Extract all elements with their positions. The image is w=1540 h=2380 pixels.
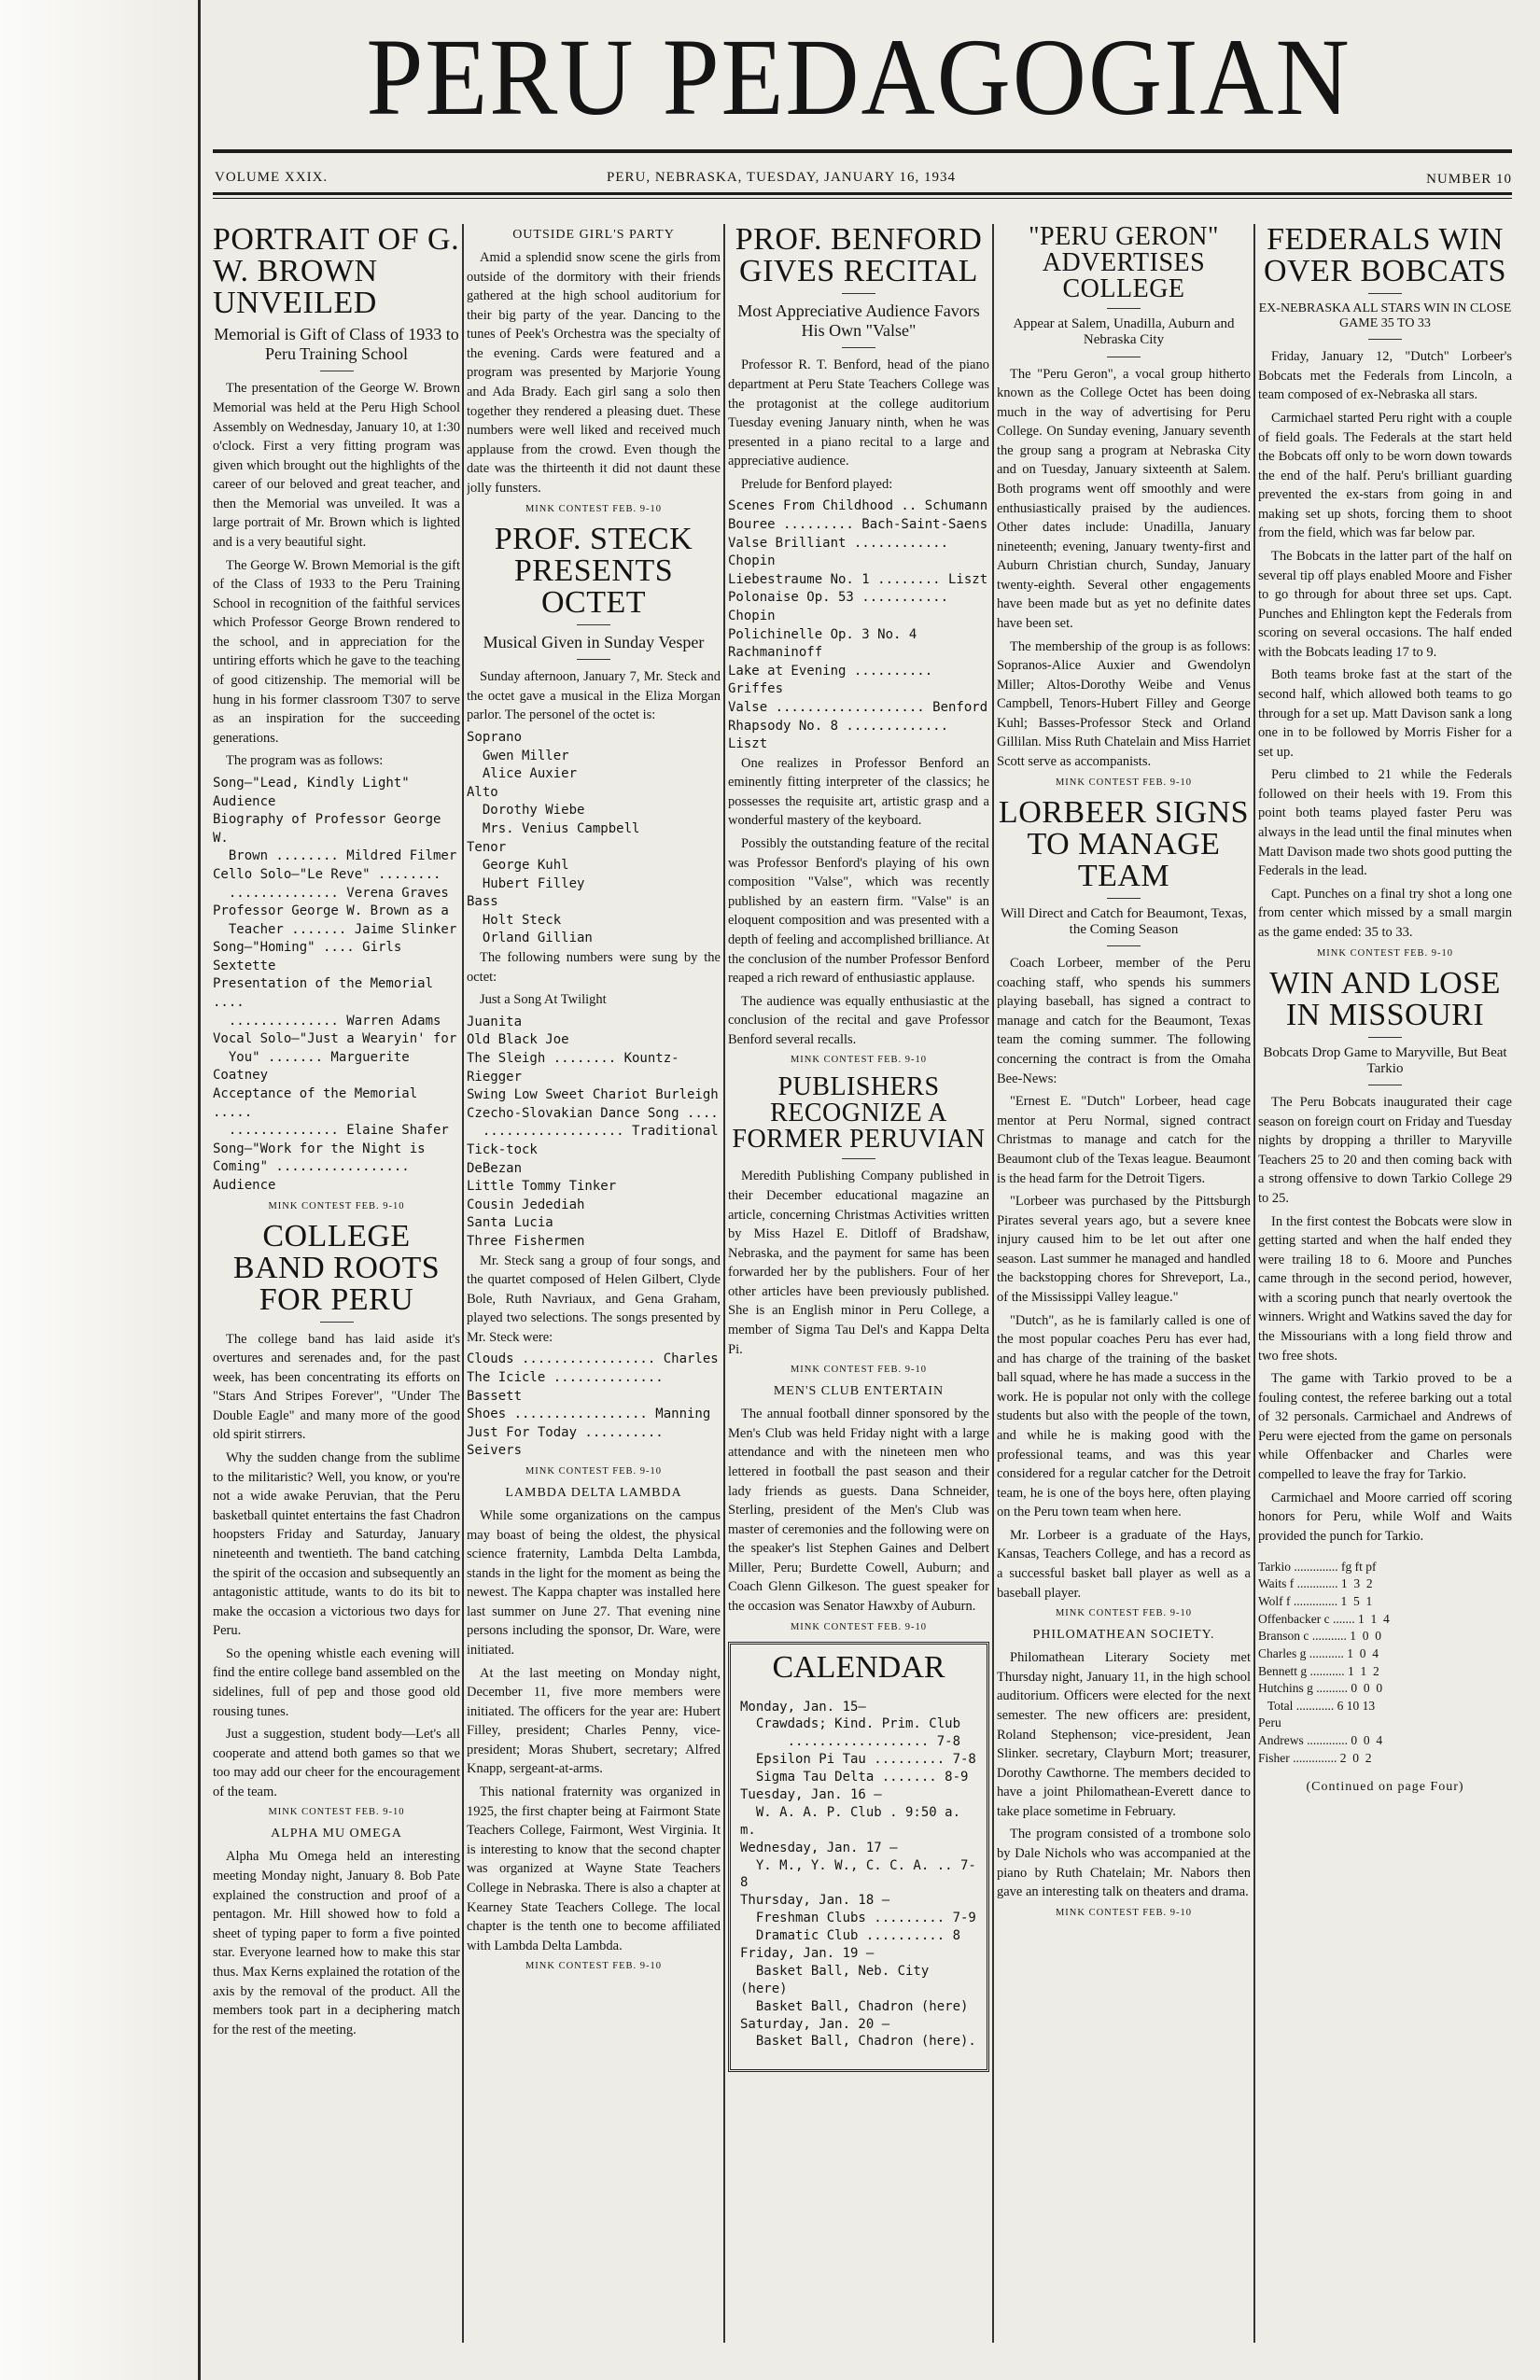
date-label: PERU, NEBRASKA, TUESDAY, JANUARY 16, 1934 (607, 170, 956, 185)
dateline (215, 164, 1512, 189)
calendar-title: CALENDAR (772, 1649, 945, 1685)
masthead (205, 21, 1512, 134)
column-2 (467, 224, 721, 2343)
article-paragraph: The college band has laid aside it's overtures and serenades and, for the past week, has been concentrating its efforts on "Stars And Stripes Forever", "Under The Double Eagle" and many more of the good old spirit stirrers. (213, 1331, 460, 1443)
headline-benford-recital: PROF. BENFORD GIVES RECITAL (735, 224, 983, 288)
binding-edge (198, 0, 201, 2380)
article-paragraph: While some organizations on the campus may boast of being the oldest, the physical science fraternity, Lambda Delta Lambda, stands in the light for the moment as being the newest. The Kappa chapter was installed here last summer on June 27. That evening nine persons including the sponsor, Dr. Ware, were initiated. (467, 1507, 721, 1659)
headline-college-band: COLLEGE BAND ROOTS FOR PERU (232, 1218, 441, 1317)
article-paragraph: Coach Lorbeer, member of the Peru coaching staff, who spends his summers playing baseball, has signed a contract to manage and catch for the Beaumont, Texas team the coming summer. The following concerning the contract is from the Omaha Bee-News: (997, 956, 1251, 1086)
article-paragraph: Just a Song At Twilight (480, 992, 607, 1008)
divider-dash (842, 293, 875, 294)
continued-notice: (Continued on page Four) (1306, 1779, 1464, 1794)
article-paragraph: Prelude for Benford played: (741, 476, 893, 492)
masthead-rule-top (213, 149, 1512, 153)
contest-notice: MINK CONTEST FEB. 9-10 (790, 1055, 928, 1066)
column-divider (1253, 224, 1255, 2343)
article-paragraph: The membership of the group is as follows: Sopranos-Alice Auxier and Gwendolyn Miller; Altos-Dorothy Weibe and Venus Campbell, Tenors-Hubert Filley and George Kuhl; Basses-Professor Steck and Orland Gillilan. Miss Ruth Chatelain and Miss Harriet Scott serve as accompanists. (997, 638, 1251, 770)
column-divider (992, 224, 994, 2343)
article-paragraph: Peru climbed to 21 while the Federals followed on their heels with 19. From this point both teams played faster Peru was always in the lead until the final minutes when Matt Davison made two shots good putting the Federals in the lead. (1258, 767, 1512, 879)
article-paragraph: Philomathean Literary Society met Thursday night, January 11, in the high school auditorium. Officers were elected for the next semester. The new officers are: president, Roland Stephenson; vice-president, Jean Slinker. secretary, Clayburn Mort; treasurer, Dorothy Cawthorne. The members decided to have a joint Philomathean-Everett dance to take place sometime in February. (997, 1650, 1251, 1819)
article-paragraph: The annual football dinner sponsored by the Men's Club was held Friday night with a large attendance and with the nineteen men who lettered in football the past season and their lady friends as guests. Dana Schneider, Sterling, president of the Men's Club was master of ceremonies and the following were on the speaker's list Stephen Gaines and Delbert Miller, Peru; Burdette Cowell, Auburn; and Coach Glenn Gilkeson. The guest speaker for the occasion was Senator Hawxby of Auburn. (728, 1407, 989, 1614)
masthead-rule-thin (213, 198, 1512, 199)
deck-federals: EX-NEBRASKA ALL STARS WIN IN CLOSE GAME 35 TO 33 (1258, 301, 1512, 331)
divider-dash (1107, 308, 1141, 309)
article-paragraph: Professor R. T. Benford, head of the piano department at Peru State Teachers College was the protagonist at the college auditorium Tuesday evening January ninth, when he was presented in a piano recital to a large and appreciative audience. (728, 357, 989, 469)
headline-lambda-delta-lambda: LAMBDA DELTA LAMBDA (505, 1485, 682, 1500)
recital-program: Scenes From Childhood .. Schumann Bouree ......... Bach-Saint-Saens Valse Brilliant ............ Chopin Liebestraume No. 1 ........ Liszt Polonaise Op. 53 ........... Chopin Polichinelle Op. 3 No. 4 Rachmaninoff Lake at Evening .......... Griffes Valse ................... Benford Rhapsody No. 8 ............. Liszt (728, 498, 988, 752)
divider-dash (320, 1322, 354, 1323)
contest-notice: MINK CONTEST FEB. 9-10 (268, 1807, 405, 1818)
contest-notice: MINK CONTEST FEB. 9-10 (268, 1200, 405, 1211)
article-paragraph: Meredith Publishing Company published in their December educational magazine an article, concerning Christmas Activities written by Miss Hazel E. Ditloff of Bradshaw, Nebraska, and the payment for same has been forwarded her by the publishers. Four of her other articles have been previously published. She is an English minor in Peru College, a member of Sigma Tau Del's and Kappa Delta Pi. (728, 1169, 989, 1357)
article-paragraph: "Lorbeer was purchased by the Pittsburgh Pirates several years ago, but a severe knee injury caused him to be let out after one season. Last summer he managed and handled the backstopping chores for Shreveport, La., of the Mississippi Valley league." (997, 1194, 1251, 1305)
scan-margin (0, 0, 196, 2380)
headline-publishers: PUBLISHERS RECOGNIZE A FORMER PERUVIAN (732, 1072, 986, 1155)
article-paragraph: The "Peru Geron", a vocal group hitherto known as the College Octet has been doing much in the way of advertising for Peru College. On Sunday evening, January seventh the group sang a program at Nebraska City and on Tuesday, January sixteenth at Salem. Both programs went off smoothly and were enthusiastically praised by the audiences. Other dates include: Unadilla, January nineteenth; evening, January twenty-first and Auburn Christian church, Sunday, January twenty-eighth. Several other engagements have been made but as yet no definite dates have been set. (997, 366, 1251, 632)
article-paragraph: One realizes in Professor Benford an eminently fitting interpreter of the classics; he possesses the requisite art, artistic grasp and a wonderful mastery of the keyboard. (728, 755, 989, 829)
volume-label: VOLUME XXIX. (215, 170, 329, 185)
octet-song-list: Juanita Old Black Joe The Sleigh ........ Kountz-Riegger Swing Low Sweet Chariot Burleigh Czecho-Slovakian Dance Song .... .................. Traditional Tick-tock DeBezan Little Tommy Tinker Cousin Jedediah Santa Lucia Three Fishermen (467, 1014, 719, 1249)
deck-peru-geron: Appear at Salem, Unadilla, Auburn and Nebraska City (1013, 316, 1235, 348)
headline-portrait: PORTRAIT OF G. W. BROWN UNVEILED (213, 224, 460, 320)
contest-notice: MINK CONTEST FEB. 9-10 (790, 1621, 928, 1632)
article-paragraph: Carmichael and Moore carried off scoring honors for Peru, while Wolf and Waits provided the punch for Tarkio. (1258, 1490, 1512, 1544)
article-paragraph: The presentation of the George W. Brown Memorial was held at the Peru High School Assembly on Wednesday, January 10, at 1:30 o'clock. First a very fitting program was given which brought out the highlights of the career of our beloved and great teacher, and then the Memorial was unveiled. It was a large portrait of Mr. Brown which is lighted and is a very beautiful sight. (213, 381, 460, 550)
article-paragraph: Friday, January 12, "Dutch" Lorbeer's Bobcats met the Federals from Lincoln, a team composed of ex-Nebraska all stars. (1258, 349, 1512, 403)
contest-notice: MINK CONTEST FEB. 9-10 (1055, 1907, 1193, 1918)
headline-alpha-mu-omega: ALPHA MU OMEGA (271, 1827, 402, 1841)
deck-steck-octet: Musical Given in Sunday Vesper (483, 632, 705, 651)
column-5 (1258, 224, 1512, 2343)
headline-lorbeer: LORBEER SIGNS TO MANAGE TEAM (998, 794, 1250, 893)
divider-dash (842, 347, 875, 348)
deck-win-and-lose: Bobcats Drop Game to Maryville, But Beat Tarkio (1263, 1044, 1507, 1076)
column-3 (728, 224, 989, 2343)
article-paragraph: "Dutch", as he is familarly called is one of the most popular coaches Peru has ever had, and has charge of the training of the basket ball squad, where he has made a success in the work. He is popular not only with the college students but also with the people of the town, and while he is making good with the professional teams, and was this year considered for a regular catcher for the Detroit team, he is one of the boys here, often playing on the Peru town team when here. (997, 1312, 1251, 1520)
article-paragraph: Both teams broke fast at the start of the second half, which allowed both teams to go through for a set up. Matt Davison sank a long one in to be followed by Morris Fisher for a set up. (1258, 667, 1512, 760)
octet-roster: Soprano Gwen Miller Alice Auxier Alto Dorothy Wiebe Mrs. Venius Campbell Tenor George Kuhl Hubert Filley Bass Holt Steck Orland Gillian (467, 729, 640, 946)
article-paragraph: Why the sudden change from the sublime to the militaristic? Well, you know, or you're not a wide awake Peruvian, that the Peru basketball quintet entertains the fast Chadron hoopsters Friday and Saturday, January nineteenth and twentieth. The band catching the spirit of the occasion and subsequently an antagonistic attitude, wants to do its bit to make the occasion a victorious two days for Peru. (213, 1450, 460, 1639)
article-paragraph: The Bobcats in the latter part of the half on several tip off plays enabled Moore and Fisher to go through for about three set ups. Capt. Punches and Ehlington kept the Federals from scoring on several occasions. The half ended with the Bobcats leading 17 to 9. (1258, 548, 1512, 660)
divider-dash (1368, 1037, 1402, 1038)
article-paragraph: "Ernest E. "Dutch" Lorbeer, head cage mentor at Peru Normal, signed contract Christmas to manage and catch for the Beaumont club of the Texas league. Beaumont is the head farm for the Detroit Tigers. (997, 1094, 1251, 1186)
article-paragraph: Alpha Mu Omega held an interesting meeting Monday night, January 8. Bob Pate explained the construction and proof of a pentagon. Mr. Hill showed how to fold a sheet of typing paper to form a five pointed star. Everyone learned how to make this star thus. Max Kerns explained the rotation of the axis by the removal of the product. All the members took part in a deciphering match for the rest of the meeting. (213, 1849, 460, 2037)
contest-notice: MINK CONTEST FEB. 9-10 (1055, 777, 1193, 788)
article-paragraph: In the first contest the Bobcats were slow in getting started and when the half ended they were trailing 18 to 6. Moore and Punches came through in the second period, however, with a scoring punch that nearly overtook the winners. Wright and Watkins saved the day for the Missourians with a long field throw and two free shots. (1258, 1213, 1512, 1364)
article-paragraph: So the opening whistle each evening will find the entire college band assembled on the sidelines, full of pep and those good old rousing tunes. (213, 1645, 460, 1719)
divider-dash (577, 659, 610, 660)
contest-notice: MINK CONTEST FEB. 9-10 (525, 1961, 663, 1972)
headline-outside-girls-party: OUTSIDE GIRL'S PARTY (512, 228, 675, 242)
contest-notice: MINK CONTEST FEB. 9-10 (790, 1365, 928, 1376)
column-divider (723, 224, 725, 2343)
article-paragraph: The game with Tarkio proved to be a fouling contest, the referee barking out a total of 32 personals. Carmichael and Andrews of Peru were ejected from the game on personals while Offenbacker and Charles were compelled to leave the fray for Tarkio. (1258, 1371, 1512, 1483)
article-paragraph: The program was as follows: (226, 753, 384, 769)
issue-number: NUMBER 10 (1426, 172, 1512, 187)
headline-win-and-lose: WIN AND LOSE IN MISSOURI (1269, 965, 1501, 1032)
column-4 (997, 224, 1251, 2343)
contest-notice: MINK CONTEST FEB. 9-10 (1055, 1608, 1193, 1619)
deck-lorbeer: Will Direct and Catch for Beaumont, Texas, the Coming Season (1001, 905, 1247, 937)
article-paragraph: Possibly the outstanding feature of the recital was Professor Benford's playing of his own composition "Valse", which was recently published by an eastern firm. "Valse" is an eloquent composition and was presented with a depth of feeling and accomplished brilliance. At the conclusion of the number Professor Benford reaped a rich reward of enthusiastic applause. (728, 836, 989, 987)
headline-federals: FEDERALS WIN OVER BOBCATS (1263, 224, 1507, 288)
article-paragraph: At the last meeting on Monday night, December 11, five more members were initiated. The officers for the year are: Hubert Filley, president; Charles Penny, vice-president; Moras Shubert, secretary; Alfred Knapp, sergeant-at-arms. (467, 1665, 721, 1777)
column-1 (213, 224, 460, 2343)
contest-notice: MINK CONTEST FEB. 9-10 (525, 1465, 663, 1477)
article-paragraph: Amid a splendid snow scene the girls from outside of the dormitory with their friends gathered at the high school auditorium for their big party of the year. Dancing to the tunes of Peek's Orchestra was the specialty of the evening. Cards were featured and a program was presented by Marjorie Young and Ada Brady. Each girl sang a solo then together they rendered a pleasing duet. These numbers were well liked and received much applause from the crowd. Even though the date was the thirteenth it did not daunt these jolly funsters. (467, 250, 721, 496)
article-paragraph: The following numbers were sung by the octet: (467, 950, 721, 985)
masthead-rule-bottom (213, 192, 1512, 195)
article-paragraph: The audience was equally enthusiastic at the conclusion of the recital and gave Professor Benford several recalls. (728, 993, 989, 1047)
box-score-table: Tarkio .............. fg ft pf Waits f ............. 1 3 2 Wolf f .............. 1 5 1 Offenbacker c ....... 1 1 4 Branson c ........... 1 0 0 Charles g ........... 1 0 4 Bennett g ........... 1 1 2 Hutchins g .......... 0 0 0 Total ............ 6 10 13 Peru Andrews ............. 0 0 4 Fisher .............. 2 0 2 (1258, 1559, 1390, 1765)
headline-steck-octet: PROF. STECK PRESENTS OCTET (494, 521, 693, 620)
article-paragraph: Just a suggestion, student body—Let's all cooperate and attend both games so that we too may add our cheer for the encouragement of the team. (213, 1727, 460, 1799)
article-paragraph: Capt. Punches on a final try shot a long one from center which missed by a small margin as the game ended: 35 to 33. (1258, 886, 1512, 940)
article-paragraph: The Peru Bobcats inaugurated their cage season on foreign court on Friday and Tuesday nights by dropping a thriller to Maryville Teachers 25 to 20 and then coming back with a strong offensive to down Tarkio College 29 to 25. (1258, 1095, 1512, 1206)
deck-portrait: Memorial is Gift of Class of 1933 to Peru Training School (214, 325, 459, 363)
article-paragraph: The program consisted of a trombone solo by Dale Nichols who was accompanied at the piano by Ruth Chatelain; Mr. Nabors then gave an interesting talk on theaters and drama. (997, 1827, 1251, 1900)
steck-song-list: Clouds ................. Charles The Icicle .............. Bassett Shoes ................. Manning Just For Today .......... Seivers (467, 1351, 719, 1459)
newspaper-title: PERU PEDAGOGIAN (366, 21, 1351, 134)
article-paragraph: The George W. Brown Memorial is the gift of the Class of 1933 to the Peru Training School in recognition of the faithful services which Professor George Brown rendered to the school, and in appreciation for the untiring efforts which he gave to the teaching of good citizenship. The memorial will be hung in his former classroom T307 to serve as an inspiration for the succeeding generations. (213, 557, 460, 746)
contest-notice: MINK CONTEST FEB. 9-10 (1316, 947, 1454, 959)
divider-dash (577, 624, 610, 625)
article-paragraph: Carmichael started Peru right with a couple of field goals. The Federals at the start held the Bobcats off only to be worn down towards the end of the half. Peru's brilliant guarding prevented the ex-stars from going in and making set up shots, forcing them to shoot from the field, which was far below par. (1258, 410, 1512, 541)
calendar-entries: Monday, Jan. 15— Crawdads; Kind. Prim. Club .................. 7-8 Epsilon Pi Tau ......... 7-8 Sigma Tau Delta ....... 8-9 Tuesday, Jan. 16 — W. A. A. P. Club . 9:50 a. m. Wednesday, Jan. 17 — Y. M., Y. W., C. C. A. .. 7-8 Thursday, Jan. 18 — Freshman Clubs ......... 7-9 Dramatic Club .......... 8 Friday, Jan. 19 — Basket Ball, Neb. City (here) Basket Ball, Chadron (here) Saturday, Jan. 20 — Basket Ball, Chadron (here). (740, 1699, 976, 2050)
headline-philomathean: PHILOMATHEAN SOCIETY. (1032, 1628, 1215, 1643)
divider-dash (1107, 945, 1141, 946)
headline-mens-club: MEN'S CLUB ENTERTAIN (773, 1384, 945, 1399)
article-paragraph: This national fraternity was organized in 1925, the first chapter being at Fairmont State Teachers College, Fairmont, West Virginia. It is interesting to know that the second chapter was organized at Wayne State Teachers College in Nebraska. There is also a chapter at Kearney State Teachers College. The local chapter is the tenth one to become affiliated with Lambda Delta Lambda. (467, 1785, 721, 1953)
column-divider (462, 224, 464, 2343)
article-paragraph: Mr. Lorbeer is a graduate of the Hays, Kansas, Teachers College, and has a record as a successful basket ball player as well as a baseball player. (997, 1527, 1251, 1601)
deck-benford-recital: Most Appreciative Audience Favors His Own "Valse" (737, 301, 980, 340)
program-list: Song—"Lead, Kindly Light" Audience Biography of Professor George W. Brown ........ Mildred Filmer Cello Solo—"Le Reve" ........ .............. Verena Graves Professor George W. Brown as a Teacher ....... Jaime Slinker Song—"Homing" .... Girls Sextette Presentation of the Memorial .... .............. Warren Adams Vocal Solo—"Just a Wearyin' for You" ....... Marguerite Coatney Acceptance of the Memorial ..... .............. Elaine Shafer Song—"Work for the Night is Coming" ................. Audience (213, 775, 457, 1193)
divider-dash (1368, 339, 1402, 340)
contest-notice: MINK CONTEST FEB. 9-10 (525, 503, 663, 514)
calendar-box (728, 1642, 989, 2073)
divider-dash (1368, 293, 1402, 294)
headline-peru-geron: "PERU GERON" ADVERTISES COLLEGE (1029, 224, 1219, 303)
article-paragraph: Mr. Steck sang a group of four songs, and the quartet composed of Helen Gilbert, Clyde Bole, Ruth Navriaux, and Gena Graham, played two selections. The songs presented by Mr. Steck were: (467, 1253, 721, 1345)
article-paragraph: Sunday afternoon, January 7, Mr. Steck and the octet gave a musical in the Eliza Morgan parlor. The personel of the octet is: (467, 669, 721, 723)
divider-dash (842, 1158, 875, 1159)
divider-dash (1107, 898, 1141, 899)
